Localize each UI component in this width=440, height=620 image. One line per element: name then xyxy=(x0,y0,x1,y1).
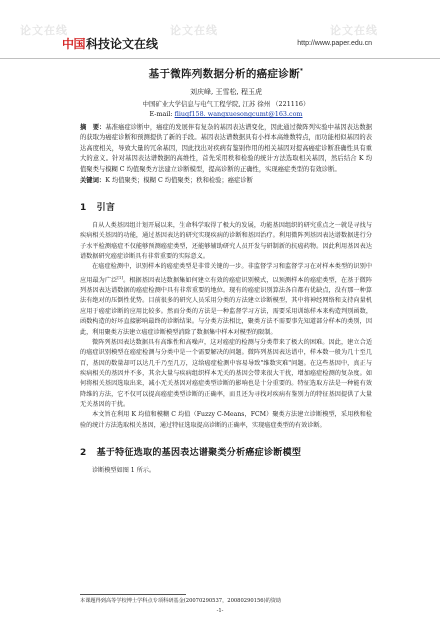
paper-email: E-mail: fliuqf158. wangxuesongcumt@163.com xyxy=(149,110,303,118)
logo-text: 科技论文在线 xyxy=(86,36,159,51)
keywords-label: 关键词： xyxy=(80,177,106,185)
logo-mark: 中国 xyxy=(62,36,86,51)
section-heading: 2 基于特征选取的基因表达谱聚类分析癌症诊断模型 xyxy=(80,447,302,458)
paragraph: 在癌症检测中，识别样本的癌症类型是非常关键的一步。非监督学习和监督学习在对样本类型的识别中应用最为广泛[1]。根据基因表达数据集如何建立有效的癌症识别模式，以预测样本的癌症类型，在基于微阵列基因表达谱数据的癌症检测中具有非常重要的地位。现有的癌症识别算法各自都有优缺点，没有那一种算法有绝对的压倒性优势。目前很多的研究人员采用分类的方法建立诊断模型，其中将神经网络和支持向量机应用于癌症诊断的应用比较多。然而分类的方法是一种监督学习方法，需要采用训练样本来构造判别函数，函数构造的好坏直接影响最终的诊断结果。与分类方法相比，聚类方法不需要事先知道部分样本的类别，因此，利用聚类方法建立癌症诊断模型消除了数据集中样本对模型的限制。 xyxy=(80,263,372,336)
paragraph: 诊断模型如图 1 所示。 xyxy=(92,466,156,474)
abstract-text: 基准癌症诊断中，癌症的发展伴有复杂的基因表达谱变化，因此通过微阵列实验中基因表达数据的获取为癌症诊断和预测提供了新的手段。基因表达谱数据具有小样本高维数特点，而功能相似基因的表达高度相关，导致大量的冗余基因，因此找出对疾病有鉴别作用的相关基因对提高癌症诊断准确性具有重大的意义。针对基因表达谱数据的高维性，首先采用秩和检验的统计方法选取相关基因，然后结合 K 均值聚类与模糊 C 均值聚类方法建立诊断模型，提高诊断的正确性，实现癌症类型的有效诊断。 xyxy=(80,124,373,173)
footnote: 本课题得到高等学校博士学科点专项科研基金(20070290537，20080290156)的资助 xyxy=(80,598,282,604)
footnote-divider xyxy=(80,594,186,595)
watermark: 论文在线 xyxy=(330,25,378,37)
site-logo[interactable] xyxy=(62,36,158,50)
paper-affiliation: 中国矿业大学信息与电气工程学院, 江苏 徐州 （221116） xyxy=(142,100,310,108)
keywords-text: K 均值聚类；模糊 C 均值聚类；秩和检验；癌症诊断 xyxy=(105,177,253,185)
paper-body xyxy=(80,66,372,476)
paragraph: 本文旨在利用 K 均值和模糊 C 均值（Fuzzy C-Means，FCM）聚类方法建立诊断模型，采用秩和检验的统计方法选取相关基因，通过特征选取提高诊断的正确率，实现癌症类型的有效诊断。 xyxy=(80,411,372,429)
site-url[interactable]: http://www.paper.edu.cn xyxy=(297,40,372,47)
citation: [1] xyxy=(117,274,124,280)
abstract-label: 摘 要： xyxy=(80,124,106,131)
title-footnote-mark: * xyxy=(299,67,304,75)
paragraph: 微阵列基因表达数据具有高维性和高噪声，这对癌症的检测与分类带来了极大的困难。因此，建立合适的癌症识别模型在癌症检测与分类中是一个需要解决的问题。微阵列基因表达谱中，样本数一般为几十至几百，基因的数量却可以达几千乃至几万，这给癌症检测中容易导致"维数灾难"问题。在这些基因中，真正与疾病相关的基因并不多，其余大量与疾病组织样本无关的基因会带来很大干扰，增加癌症检测的复杂度。如何将相关基因选取出来，减小无关基因对癌症类型诊断的影响也是十分重要的。特征选取方法是一种能有效降维的方法，它不仅可以提高癌症类型诊断的正确率，而且还为寻找对疾病有鉴别力的特征基因提供了大量无关基因的干扰。 xyxy=(80,338,372,408)
watermark: 论文在线 xyxy=(20,25,68,37)
keywords xyxy=(80,176,372,186)
paragraph: 自从人类基因组计划开展以来，生命科学取得了极大的发展，功能基因组织的研究重点之一就是寻找与疾病相关基因的功能，通过基因表达的研究实现疾病的诊断和基因治疗。利用微阵列基因表达谱数据进行分子水平检测癌症不仅能够预测癌症类型，还能够辅助研究人员开发与研制新的抗癌药物。因此利用基因表达谱数据研究癌症诊断具有非常重要的实际意义。 xyxy=(80,222,372,261)
section-heading: 1 引言 xyxy=(80,203,116,214)
paper-authors: 刘庆峰, 王雪松, 程玉虎 xyxy=(190,88,262,96)
paper-title: 基于微阵列数据分析的癌症诊断* xyxy=(148,67,304,80)
abstract xyxy=(80,123,372,175)
watermark: 论文在线 xyxy=(170,25,218,37)
page-number: -1- xyxy=(216,608,224,614)
